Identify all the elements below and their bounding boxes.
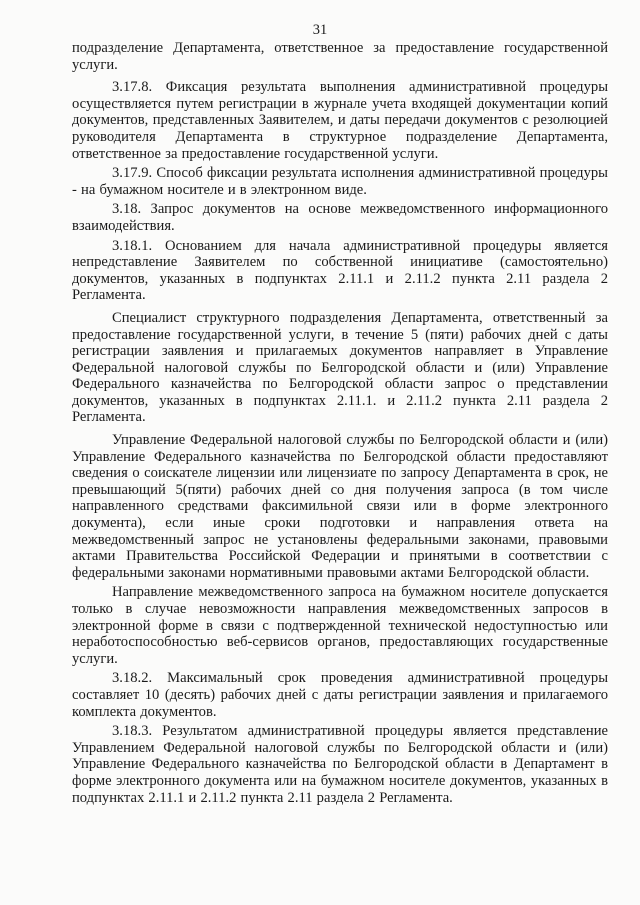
paragraph-3-17-8: 3.17.8. Фиксация результата выполнения административной процедуры осуществляется путем регистрации в журнале учета входящей документации копий документов, представленных Заявителем, и даты передачи документов с резолюцией руководителя Департамента в структурное подразделение Департамента, ответственное за предоставление государственной услуги.	[72, 79, 608, 162]
paragraph-paper-request: Направление межведомственного запроса на бумажном носителе допускается только в случае невозможности направления межведомственных запросов в электронной форме в связи с подтвержденной технической недоступностью или неработоспособностью веб-сервисов органов, предоставляющих государственные услуги.	[72, 584, 608, 667]
paragraph-3-18-3: 3.18.3. Результатом административной процедуры является представление Управлением Федеральной налоговой службы по Белгородской области и (или) Управление Федерального казначейства по Белгородской области в Департамент в форме электронного документа или на бумажном носителе документов, указанных в подпунктах 2.11.1 и 2.11.2 пункта 2.11 раздела 2 Регламента.	[72, 723, 608, 806]
paragraph-3-17-9: 3.17.9. Способ фиксации результата исполнения административной процедуры - на бумажном носителе и в электронном виде.	[72, 165, 608, 198]
paragraph-tax-authority-response: Управление Федеральной налоговой службы по Белгородской области и (или) Управление Федерального казначейства по Белгородской области предоставляют сведения о соискателе лицензии или лицензиате по запросу Департамента в срок, не превышающий 5(пяти) рабочих дней со дня получения запроса (в том числе направленного средствами факсимильной связи или в форме электронного документа), если иные сроки подготовки и направления ответа на межведомственный запрос не установлены федеральными законами, правовыми актами Правительства Российской Федерации и принятыми в соответствии с федеральными законами нормативными правовыми актами Белгородской области.	[72, 432, 608, 581]
paragraph-continuation: подразделение Департамента, ответственное за предоставление государственной услуги.	[72, 40, 608, 73]
section-heading-3-18: 3.18. Запрос документов на основе межведомственного информационного взаимодействия.	[72, 201, 608, 234]
document-body	[72, 40, 608, 806]
paragraph-3-18-1: 3.18.1. Основанием для начала административной процедуры является непредставление Заявителем по собственной инициативе (самостоятельно) документов, указанных в подпунктах 2.11.1 и 2.11.2 пункта 2.11 раздела 2 Регламента.	[72, 237, 608, 304]
paragraph-3-18-2: 3.18.2. Максимальный срок проведения административной процедуры составляет 10 (десять) рабочих дней с даты регистрации заявления и прилагаемого комплекта документов.	[72, 670, 608, 720]
page-number: 31	[312, 22, 328, 38]
paragraph-specialist-request: Специалист структурного подразделения Департамента, ответственный за предоставление государственной услуги, в течение 5 (пяти) рабочих дней с даты регистрации заявления и прилагаемых документов направляет в Управление Федеральной налоговой службы по Белгородской области и (или) Управление Федерального казначейства по Белгородской области запрос о представлении документов, указанных в подпунктах 2.11.1. и 2.11.2 пункта 2.11 раздела 2 Регламента.	[72, 309, 608, 426]
